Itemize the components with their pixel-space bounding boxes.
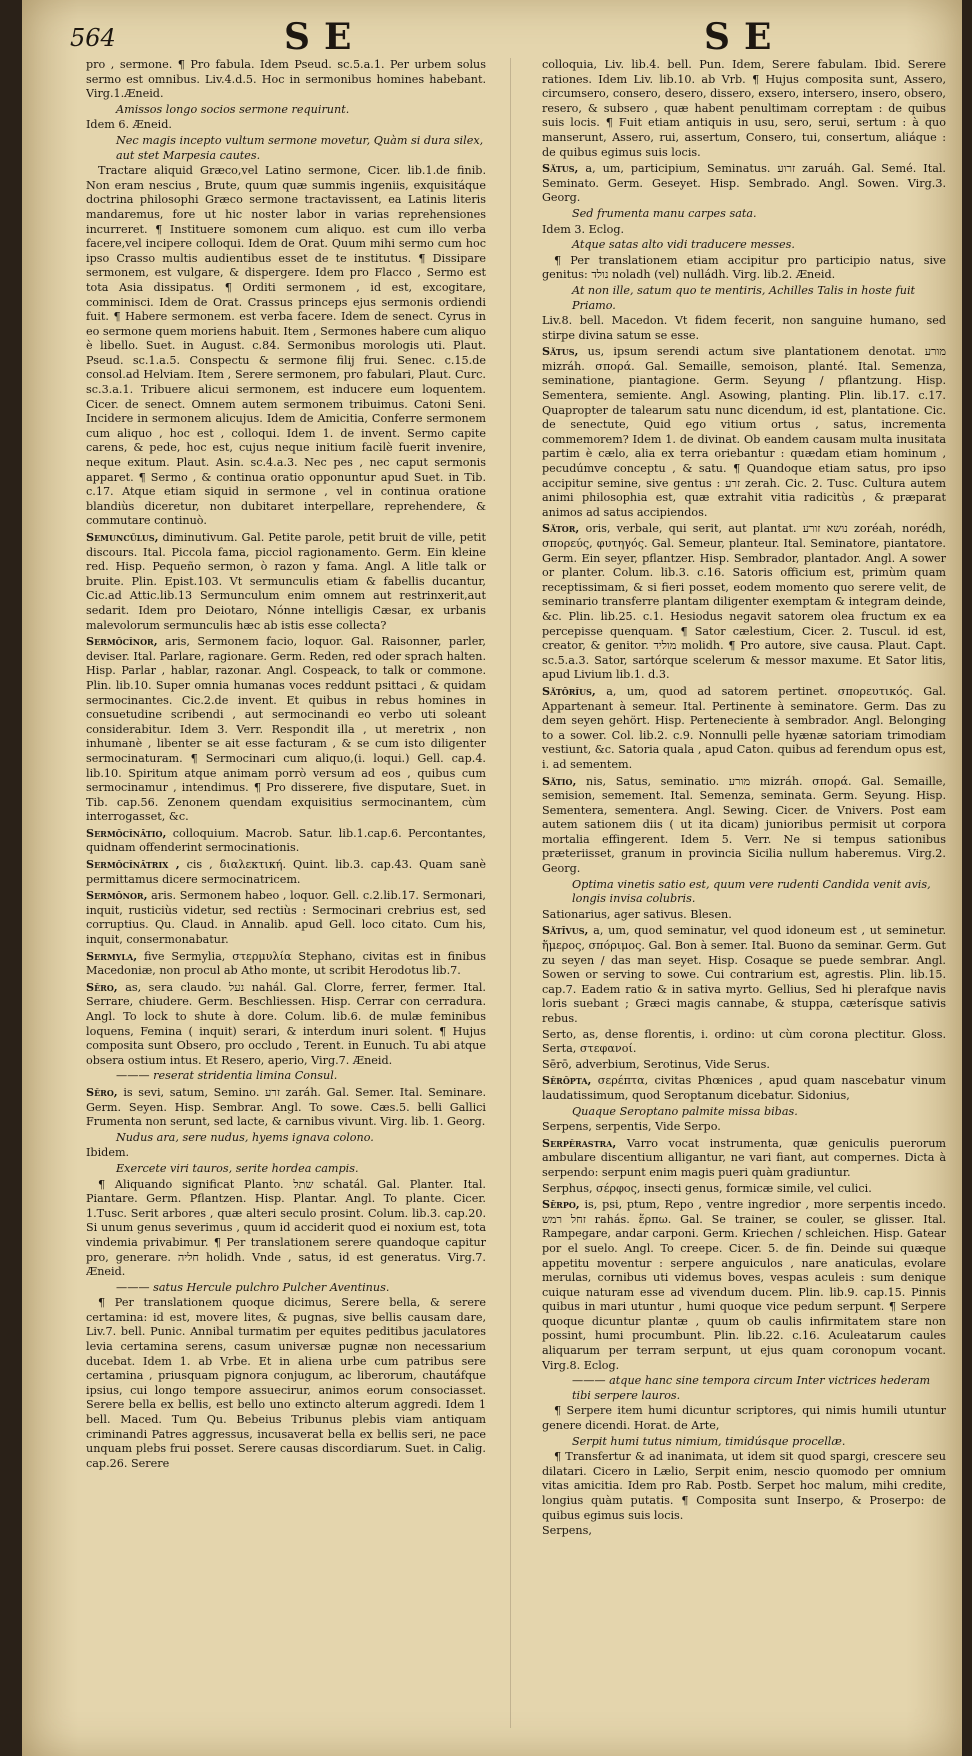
verse-quotation: ——— reserat stridentia limina Consul. [116,1069,338,1083]
entry-definition: is, psi, ptum, Repo , ventre ingredior , more serpentis incedo. זחל רמש rahás. ἕρπω. Gal. Se trainer, se couler, se glisser. Ital. Rampegare, andar carponi. Germ. Kriechen / schleichen. Hisp. Gatear por el suelo. Angl. To creepe. Cicer. 5. de fin. Deinde sui quæque appetitu moventur : serpere anguiculos , nare anaticulas, evolare merulas, cornibus uti videmus boves, vespas aculeis : sum denique cuique naturam esse ad vivendum ducem. Plin. lib.9. cap.15. Pinnis quibus in mari utuntur , humi quoque vice pedum serpunt. ¶ Serpere quoque dicuntur plantæ , quum ob caulis infirmitatem stare non possint, humi procumbunt. Plin. lib.22. c.16. Aculeatarum caules aliquarum per terram serpunt, ut ejus quam coronopum vocant. Virg.8. Eclog. [542,1198,946,1372]
entry-continuation: ¶ Per translationem quoque dicimus, Serere bella, & serere certamina: id est, movere lites, & pugnas, sive bellis causam dare, Liv.7. bell. Punic. Annibal turmatim per equites peditibus jaculatores levia certamina serens, casum universæ pugnæ non necessarium ducebat. Idem 1. ab Vrbe. Et in aliena urbe cum patribus sere certamina , priusquam pignora conjugum, ac liberorum, chautáfque ipsius, cui longo tempore assuecirur, animos eorum consociasset. Serere bella ex bellis, est bello uno extincto alterum aggredi. Idem 1 bell. Maced. Tum Qu. Bebeius Tribunus plebis viam antiquam criminandi Patres aggressus, incusaverat bella ex bellis seri, ne pace unquam plebs frui posset. Serere causas discordiarum. Suet. in Calig. cap.26. Serere [86,1296,486,1470]
page-number: 564 [70,24,116,52]
entry-definition: five Sermylia, στερμυλία Stephano, civitas est in finibus Macedoniæ, non procul ab Atho monte, ut scribit Herodotus lib.7. [86,949,486,978]
text-paragraph: Idem 6. Æneid. [86,118,172,132]
right-text-column [542,58,946,1738]
text-paragraph: pro , sermone. ¶ Pro fabula. Idem Pseud. sc.5.a.1. Per urbem solus sermo est omnibus. Liv.4.d.5. Hoc in sermonibus homines habebant. Virg.1.Æneid. [86,58,486,101]
dictionary-entry [86,634,486,825]
text-paragraph: Serphus, σέρφος, insecti genus, formicæ simile, vel culici. [542,1181,872,1195]
running-headword-left: SE [284,16,366,58]
entry-lemma: Semuncŭlus, [86,530,159,544]
verse-quotation: ——— satus Hercule pulchro Pulcher Aventinus. [116,1280,390,1294]
dictionary-page [22,0,962,1756]
page-header [22,8,962,60]
verse-quotation: Atque satas alto vidi traducere messes. [572,238,795,252]
text-paragraph: colloquia, Liv. lib.4. bell. Pun. Idem, Serere fabulam. Ibid. Serere rationes. Idem Liv. lib.10. ab Vrb. ¶ Hujus composita sunt, Assero, circumsero, consero, desero, dissero, exsero, intersero, insero, obsero, resero, & subsero , quæ habent penultimam correptam : de quibus suis locis. ¶ Fuit etiam antiquis in usu, sero, serui, sertum : à quo manserunt, Assero, rui, assertum, Consero, tui, consertum, aliáque : de quibus egimus suis locis. [542,58,946,159]
entry-lemma: Sĕro, [86,1084,118,1099]
text-paragraph: Ibidem. [86,1146,130,1160]
entry-definition: a, um, quod ad satorem pertinet. σπορευτικός. Gal. Appartenant à semeur. Ital. Pertinente à seminatore. Germ. Das zu dem seyen gehört. Hisp. Perteneciente à sembrador. Angl. Belonging to a sower. Col. lib.2. c.9. Nonnulli pelle hyænæ satoriam trimodiam vestiunt, &c. Satoria quala , apud Caton. quibus ad ferendum opus est, i. ad sementem. [542,684,946,771]
text-paragraph: Serpens, [542,1524,592,1538]
dictionary-entry [542,1073,946,1103]
entry-continuation: ¶ Per translationem etiam accipitur pro participio natus, sive genitus: נולד noladh (vel) nulládh. Virg. lib.2. Æneid. [542,253,946,282]
entry-lemma: Sător, [542,521,580,536]
verse-quotation: Exercete viri tauros, serite hordea campis. [116,1161,359,1175]
text-paragraph: Liv.8. bell. Macedon. Vt fidem fecerit, non sanguine humano, sed stirpe divina satum se esse. [542,314,946,342]
entry-lemma: Sermōcĭnātio, [86,825,167,840]
entry-definition: a, um, participium, Seminatus. זרוע zaruáh. Gal. Semé. Ital. Seminato. Germ. Geseyet. Hisp. Sembrado. Angl. Sowen. Virg.3. Georg. [542,162,946,205]
entry-lemma: Sermyla, [86,948,138,963]
entry-definition: diminutivum. Gal. Petite parole, petit bruit de ville, petit discours. Ital. Piccola fama, picciol ragionamento. Germ. Ein kleine red. Hisp. Pequeño sermon, ò razon y fama. Angl. A litle talk or bruite. Plin. Epist.103. Vt sermunculis etiam & fabellis ducantur, Cic.ad Attic.lib.13 Sermunculum enim omnem aut restrinxerit,aut sedarit. Idem pro Deiotaro, Nónne intelligis Cæsar, ex urbanis malevolorum sermunculis hæc ab istis esse collecta? [86,531,486,632]
entry-lemma: Sĕrōpta, [542,1073,592,1088]
dictionary-entry [542,521,946,683]
entry-continuation: ¶ Transfertur & ad inanimata, ut idem sit quod spargi, crescere seu dilatari. Cicero in Lælio, Serpit enim, nescio quomodo per omnium vitas amicitia. Idem pro Rab. Postb. Serpet hoc malum, mihi credite, longius quàm putatis. ¶ Composita sunt Inserpo, & Proserpo: de quibus egimus suis locis. [542,1450,946,1522]
verse-quotation: Nec magis incepto vultum sermone movetur, Quàm si dura silex, aut stet Marpesia cautes. [116,133,484,162]
text-paragraph: Sērō, adverbium, Serotinus, Vide Serus. [542,1057,770,1071]
dictionary-entry [86,980,486,1069]
dictionary-entry [86,857,486,887]
dictionary-entry [86,949,486,979]
dictionary-entry [86,888,486,947]
dictionary-entry [542,923,946,1026]
verse-quotation: Sed frumenta manu carpes sata. [572,206,757,220]
running-headword-right: SE [704,16,786,58]
dictionary-entry [542,1197,946,1373]
entry-lemma: Sĕro, [86,979,118,994]
entry-lemma: Sătōrĭus, [542,683,596,698]
entry-definition: nis, Satus, seminatio. מורע mizráh. σπορά. Gal. Semaille, semision, semement. Ital. Semenza, seminata. Germ. Seyung. Hisp. Sementera, sementera. Angl. Sewing. Cicer. de Vnivers. Post eam autem sationem diis ( ut ita dicam) junioribus permisit ut corpora mortalia effingerent. Idem 5. Verr. Ne si tempus sationibus præteriisset, granum in provincia Sicilia nullum haberemus. Virg.2. Georg. [542,774,946,876]
entry-definition: us, ipsum serendi actum sive plantationem denotat. מורע mizráh. σπορά. Gal. Semaille, semoison, planté. Ital. Semenza, seminatione, piantagione. Germ. Seyung / pflantzung. Hisp. Sementera, semiente. Angl. Asowing, planting. Plin. lib.17. c.17. Quapropter de talearum satu nunc dicendum, id est, plantatione. Cic. de senectute, Quid ego vitium ortus , satus, incrementa commemorem? Idem 1. de divinat. Ob eandem causam multa inusitata partim è cælo, alia ex terra oriebantur : quædam etiam hominum , pecudúmve conceptu , & satu. ¶ Quandoque etiam satus, pro ipso accipitur semine, sive gentus : זרע zerah. Cic. 2. Tusc. Cultura autem animi philosophia est, quæ extrahit vitia radicitùs , & præparat animos ad satus accipiendos. [542,345,946,519]
entry-lemma: Sērpo, [542,1197,580,1212]
entry-lemma: Sătus, [542,161,579,176]
verse-quotation: Amissos longo socios sermone requirunt. [116,102,350,116]
entry-definition: oris, verbale, qui serit, aut plantat. נושא זורע zoréah, norédh, σπορεύς, φυτηγός. Gal. Semeur, planteur. Ital. Seminatore, piantatore. Germ. Ein seyer, pflantzer. Hisp. Sembrador, plantador. Angl. A sower or planter. Colum. lib.3. c.16. Satoris officium est, primùm quam receptissimam, & si fieri posset, eodem momento quo serere velit, de seminario transferre plantam diligenter exemptam & integram deinde, &c. Plin. lib.25. c.1. Hesiodus negavit satorem olea fructum ex ea percepisse quenquam. ¶ Sator cælestium, Cicer. 2. Tuscul. id est, creator, & genitor. מוליד molidh. ¶ Pro autore, sive causa. Plaut. Capt. sc.5.a.3. Sator, sartórque scelerum & messor maxume. Et Sator litis, apud Livium lib.1. d.3. [542,522,946,682]
column-divider [510,58,511,1728]
dictionary-entry [86,530,486,633]
entry-continuation: Tractare aliquid Græco,vel Latino sermone, Cicer. lib.1.de finib. Non eram nescius , Brute, quum quæ summis ingeniis, exquisitáque doctrina philosophi Græco sermone tractavissent, ea Latinis literis mandaremus, fore ut hic noster labor in varias reprehensiones incurreret. ¶ Instituere somonem cum aliquo. est cum illo verba facere,vel incipere colloqui. Idem de Orat. Quum mihi sermo cum hoc ipso Crasso multis audientibus esset de te institutus. ¶ Dissipare sermonem, est vulgare, & dispergere. Idem pro Flacco , Sermo est tota Asia dissipatus. ¶ Orditi sermonem , id est, excogitare, comminisci. Idem de Orat. Crassus princeps ejus sermonis ordiendi fuit. ¶ Habere sermonem. est verba facere. Idem de senect. Cyrus in eo sermone quem moriens habuit. Item , Sermones habere cum aliquo è libello. Suet. in August. c.84. Sermonibus morologis uti. Plaut. Pseud. sc.1.a.5. Conspectu & sermone filij frui. Senec. c.15.de consol.ad Helviam. Item , Serere sermonem, pro fabulari, Plaut. Curc. sc.3.a.1. Tribuere alicui sermonem, est inducere eum loquentem. Cicer. de senect. Omnem autem sermonem tribuimus. Catoni Seni. Incidere in sermonem alicujus. Idem de Amicitia, Conferre sermonem cum aliquo , hoc est , colloqui. Idem 1. de invent. Sermo capite carens, & pede, hoc est, cujus neque initium facilè fuerit invenire, neque exitum. Plaut. Asin. sc.4.a.3. Nec pes , nec caput sermonis apparet. ¶ Sermo , & continua oratio opponuntur apud Suet. in Tib. c.17. Atque etiam siquid in sermone , vel in continua oratione blandiùs diceretur, non dubitaret interpellare, reprehendere, & commutare continuò. [86,164,486,528]
text-paragraph: Sationarius, ager sativus. Blesen. [542,907,732,921]
dictionary-entry [542,1136,946,1181]
entry-lemma: Serpĕrastra, [542,1135,617,1150]
entry-definition: σερέπτα, civitas Phœnices , apud quam nascebatur vinum laudatissimum, quod Seroptanum dicebatur. Sidonius, [542,1074,946,1102]
verse-quotation: At non ille, satum quo te mentiris, Achilles Talis in hoste fuit Priamo. [572,283,916,312]
text-paragraph: Idem 3. Eclog. [542,222,625,236]
entry-lemma: Sătīvus, [542,923,589,938]
dictionary-entry [86,1085,486,1130]
entry-definition: is sevi, satum, Semino. זרע zaráh. Gal. Semer. Ital. Seminare. Germ. Seyen. Hisp. Sembrar. Angl. To sowe. Cæs.5. belli Gallici Frumenta non serunt, sed lacte, & carnibus vivunt. Virg. lib. 1. Georg. [86,1085,486,1129]
entry-definition: Varro vocat instrumenta, quæ geniculis puerorum ambulare discentium alligantur, ne vari fiant, aut compernes. Dicta à serpendo: serpunt enim magis pueri quàm gradiuntur. [542,1136,946,1179]
entry-lemma: Sermōcĭnātrix , [86,857,180,872]
entry-lemma: Sătio, [542,773,577,788]
left-text-column [86,58,486,1738]
entry-definition: cis , διαλεκτική. Quint. lib.3. cap.43. Quam sanè permittamus dicere sermocinatricem. [86,858,486,886]
verse-quotation: Optima vinetis satio est, quum vere rudenti Candida venit avis, longis invisa colubris. [572,877,931,906]
entry-definition: as, sera claudo. נעל nahál. Gal. Clorre, ferrer, fermer. Ital. Serrare, chiudere. Germ. Beschliessen. Hisp. Cerrar con cerradura. Angl. To lock to shute à dore. Colum. lib.6. de mulæ feminibus loquens, Femina ( inquit) serari, & interdum inuri solent. ¶ Hujus composita sunt Obsero, pro occludo , Terent. in Eunuch. Tu abi atque obsera ostium intus. Et Resero, aperio, Virg.7. Æneid. [86,980,486,1067]
entry-continuation: ¶ Serpere item humi dicuntur scriptores, qui nimis humili utuntur genere dicendi. Horat. de Arte, [542,1404,946,1433]
dictionary-entry [542,344,946,520]
entry-definition: aris. Sermonem habeo , loquor. Gell. c.2.lib.17. Sermonari, inquit, rusticiùs videtur, sed rectiùs : Sermocinari crebrius est, sed corruptius. Qu. Claud. in Annalib. apud Gell. loco citato. Cum his, inquit, consermonabatur. [86,889,486,947]
dictionary-entry [542,774,946,877]
verse-quotation: Quaque Seroptano palmite missa bibas. [572,1104,798,1118]
dictionary-entry [542,684,946,773]
dictionary-entry [86,826,486,856]
verse-quotation: Nudus ara, sere nudus, hyems ignava colono. [116,1130,374,1144]
entry-definition: aris, Sermonem facio, loquor. Gal. Raisonner, parler, deviser. Ital. Parlare, ragionare. Germ. Reden, red oder sprach halten. Hisp. Parlar , hablar, razonar. Angl. Cospeack, to talk or commone. Plin. lib.10. Super omnia humanas voces reddunt psittaci , & quidam sermocinantes. Cic.2.de invent. Et quibus in rebus homines in consuetudine scribendi , aut sermocinandi eo verbo uti soleant considerabitur. Idem 3. Verr. Respondit illa , ut meretrix , non inhumanè , libenter se ait esse facturam , & se cum isto diligenter sermocinaturam. ¶ Sermocinari cum aliquo,(i. loqui.) Gell. cap.4. lib.10. Spiritum atque animam porrò versum ad eos , quibus cum sermocinamur , intendimus. ¶ Pro disserere, five disputare, Suet. in Tib. cap.56. Zenonem quendam exquisitius sermocinantem, cùm interrogasset, &c. [86,635,486,824]
entry-lemma: Sermōnor, [86,888,148,903]
entry-definition: colloquium. Macrob. Satur. lib.1.cap.6. Percontantes, quidnam offenderint sermocinationis. [86,826,486,855]
entry-lemma: Sermōcĭnor, [86,634,158,649]
verse-quotation: Serpit humi tutus nimium, timidúsque procellæ. [572,1434,846,1448]
text-paragraph: Serpens, serpentis, Vide Serpo. [542,1120,721,1134]
verse-quotation: ——— atque hanc sine tempora circum Inter victrices hederam tibi serpere lauros. [572,1374,931,1402]
dictionary-entry [542,161,946,206]
entry-lemma: Sătus, [542,344,579,359]
entry-definition: a, um, quod seminatur, vel quod idoneum est , ut seminetur. ἥμερος, σπόριμος. Gal. Bon à semer. Ital. Buono da seminar. Germ. Gut zu seyen / das man seyet. Hisp. Cosaque se puede sembrar. Angl. Sowen or serving to sowe. Cui contrarium est, agrestis. Plin. lib.15. cap.7. Eadem ratio & in sativa myrto. Gellius, Sed hi plerafque navis loris suebant ; Græci magis cannabe, & stuppa, cæterísque sativis rebus. [542,924,946,1025]
text-paragraph: Serto, as, dense florentis, i. ordino: ut cùm corona plectitur. Gloss. Serta, στεφανοί. [542,1027,946,1056]
entry-continuation: ¶ Aliquando significat Planto. שתל schatál. Gal. Planter. Ital. Piantare. Germ. Pflantzen. Hisp. Plantar. Angl. To plante. Cicer. 1.Tusc. Serit arbores , quæ alteri seculo prosint. Colum. lib.3. cap.20. Si unum genus severimus , quum id acciderit quod ei noxium est, tota vindemia privabimur. ¶ Per translationem serere quandoque capitur pro, generare. חליה holidh. Vnde , satus, id est generatus. Virg.7. Æneid. [86,1177,486,1279]
